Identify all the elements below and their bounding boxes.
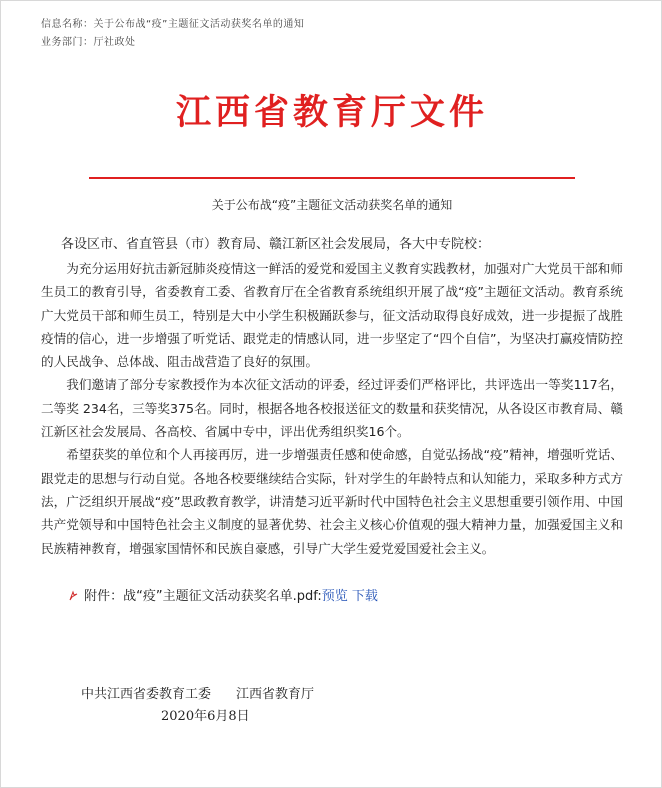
signature-org-party-committee: 中共江西省委教育工委 xyxy=(81,687,212,702)
paragraph: 希望获奖的单位和个人再接再厉，进一步增强责任感和使命感，自觉弘扬战“疫”精神，增强听党话、跟党走的思想与行动自觉。各地各校要继续结合实际，针对学生的年龄特点和认知能力，采取多种方式方法，广泛组织开展战“疫”思政教育教学，讲清楚习近平新时代中国特色社会主义思想重要引领作用、中国共产党领导和中国特色社会主义制度的显著优势、社会主义核心价值观的强大精神力量，加强爱国主义和民族精神教育，增强家国情怀和民族自豪感，引导广大学生爱党爱国爱社会主义。 xyxy=(41,447,623,556)
attachment-label: 附件：战“疫”主题征文活动获奖名单.pdf: xyxy=(84,589,322,604)
attachment-line xyxy=(69,585,378,604)
preview-link[interactable]: 预览 xyxy=(321,589,348,604)
signature-date: 2020年6月8日 xyxy=(161,709,250,724)
red-divider xyxy=(89,177,575,179)
document-subtitle: 关于公布战“疫”主题征文活动获奖名单的通知 xyxy=(211,198,453,212)
paragraph: 我们邀请了部分专家教授作为本次征文活动的评委，经过评委们严格评比，共评选出一等奖117名，二等奖 234名，三等奖375名。同时，根据各地各校报送征文的数量和获奖情况，从各设区市教育局、赣江新区社会发展局、各高校、省属中专中，评出优秀组织奖16个。 xyxy=(41,377,623,440)
body-text xyxy=(41,257,623,560)
download-link[interactable]: 下载 xyxy=(351,589,378,604)
pdf-icon xyxy=(69,590,78,601)
document-header-title: 江西省教育厅文件 xyxy=(175,92,488,133)
salutation: 各设区市、省直管县（市）教育局、赣江新区社会发展局，各大中专院校： xyxy=(61,237,491,252)
signature-org-education-dept: 江西省教育厅 xyxy=(236,687,315,702)
info-name: 信息名称：关于公布战“疫”主题征文活动获奖名单的通知 xyxy=(41,19,305,30)
paragraph: 为充分运用好抗击新冠肺炎疫情这一鲜活的爱党和爱国主义教育实践教材，加强对广大党员干部和师生员工的教育引导，省委教育工委、省教育厅在全省教育系统组织开展了战“疫”主题征文活动。教育系统广大党员干部和师生员工，特别是大中小学生积极踊跃参与，征文活动取得良好成效，进一步提振了战胜疫情的信心，进一步增强了听党话、跟党走的情感认同，进一步坚定了“四个自信”，为坚决打赢疫情防控的人民战争、总体战、阻击战营造了良好的氛围。 xyxy=(41,261,623,370)
department: 业务部门：厅社政处 xyxy=(41,37,136,48)
